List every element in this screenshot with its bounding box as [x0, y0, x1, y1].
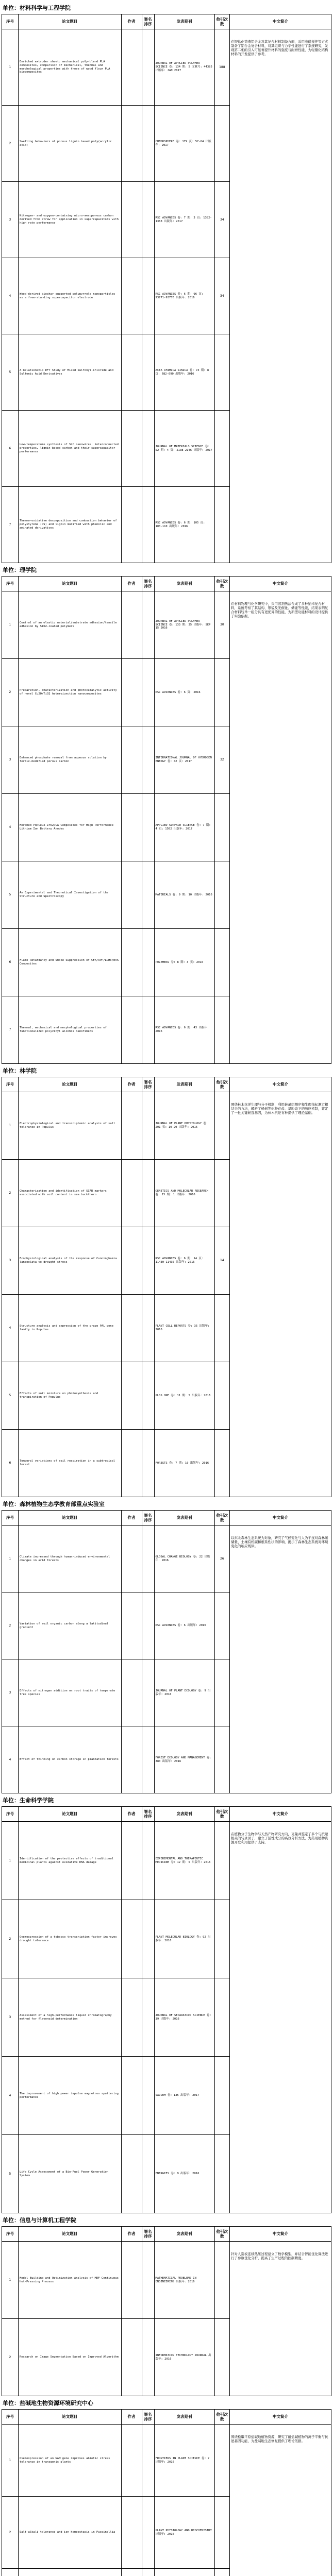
row-number [2, 2569, 19, 2576]
header-num: 序号 [2, 577, 19, 591]
paper-journal: MATERIALS 卷: 9 期: 10 出版年: 2016 [154, 861, 214, 929]
paper-rank [142, 591, 154, 659]
paper-title: Low-temperature synthesis of SiC nanowires: interconnected properties, lignin-based carbon and their supercapacitor performance [18, 411, 121, 487]
paper-title: Model Building and Optimization Analysis of MDF Continuous Hot-Pressing Process [18, 2242, 121, 2319]
paper-table [2, 1077, 331, 1497]
paper-journal: JOURNAL OF APPLIED POLYMER SCIENCE 卷: 134 期: 5 文献号: 44385 出版年: JAN 2017 [154, 29, 214, 106]
paper-title: Wood-derived biochar supported polypyrrole nanoparticles as a free-standing supercapacitor electrode [18, 258, 121, 334]
paper-rank [142, 1978, 154, 2057]
paper-table [2, 1510, 331, 1793]
row-number: 1 [2, 591, 19, 659]
row-number: 2 [2, 106, 19, 182]
table-row [2, 591, 331, 659]
paper-title: Characterization and identification of SCAR markers associated with soil content in sea buckthorn [18, 1160, 121, 1227]
paper-rank [142, 2135, 154, 2213]
chinese-summary: 在钾盐化铸造铝合金及其复合材料制备方面，采用电磁搅拌等方式制备了铝合金复合材料，对其组织与力学性能进行了系统研究，发现第二相的引入可显著提升材料的强度与耐磨性能，为轻量化结构材料的开发提供了参考。 [229, 29, 331, 563]
header-cn: 中文简介 [229, 577, 331, 591]
paper-journal: RSC ADVANCES 卷: 6 期: 43 出版年: 2016 [154, 996, 214, 1064]
paper-citations: 14 [214, 1227, 229, 1295]
header-title: 论文题目 [18, 2227, 121, 2242]
header-author: 作者 [121, 2227, 142, 2242]
unit-title: 单位：信息与计算机工程学院 [3, 2217, 76, 2224]
paper-citations: 32 [214, 726, 229, 794]
row-number: 3 [2, 182, 19, 258]
header-cn: 中文简介 [229, 1807, 331, 1822]
row-number: 3 [2, 1978, 19, 2057]
paper-rank [142, 1900, 154, 1978]
paper-rank [142, 794, 154, 861]
paper-author [121, 2569, 142, 2576]
paper-citations [214, 1726, 229, 1793]
paper-citations [214, 106, 229, 182]
row-number: 3 [2, 1227, 19, 1295]
table-row [2, 1092, 331, 1160]
paper-author [121, 29, 142, 106]
paper-rank [142, 1227, 154, 1295]
unit-title: 单位：林学院 [3, 1067, 37, 1074]
header-num: 序号 [2, 1807, 19, 1822]
header-title: 论文题目 [18, 1077, 121, 1092]
paper-journal [154, 2569, 214, 2576]
header-cn: 中文简介 [229, 2410, 331, 2425]
paper-author [121, 1659, 142, 1726]
paper-title: Effect of thinning on carbon storage in plantation forests [18, 1726, 121, 1793]
paper-title: Life Cycle Assessment of a Bio-Fuel Power Generation System [18, 2135, 121, 2213]
paper-citations: 34 [214, 182, 229, 258]
header-cite: 他引次数 [214, 1511, 229, 1526]
paper-rank [142, 1526, 154, 1592]
paper-title: Variation of soil organic carbon along a latitudinal gradient [18, 1592, 121, 1659]
paper-citations [214, 2135, 229, 2213]
row-number: 6 [2, 929, 19, 996]
paper-author [121, 659, 142, 726]
header-rank: 署名排序 [142, 14, 154, 29]
paper-citations [214, 2569, 229, 2576]
paper-citations [214, 861, 229, 929]
paper-citations: 34 [214, 258, 229, 334]
paper-author [121, 1362, 142, 1430]
paper-citations [214, 2057, 229, 2135]
paper-title: Effects of soil moisture on photosynthesis and transpiration of Populus [18, 1362, 121, 1430]
paper-author [121, 794, 142, 861]
paper-journal: FRONTIERS IN PLANT SCIENCE 卷: 7 出版年: 2016 [154, 2425, 214, 2497]
paper-citations [214, 1430, 229, 1497]
paper-title: Thermal, mechanical and morphological properties of functionalized polyvinyl alcohol nanofibers [18, 996, 121, 1064]
row-number: 2 [2, 1900, 19, 1978]
header-author: 作者 [121, 14, 142, 29]
paper-author [121, 591, 142, 659]
paper-rank [142, 1092, 154, 1160]
row-number: 6 [2, 1430, 19, 1497]
paper-journal: APPLIED SURFACE SCIENCE 卷: 7 期: 4 页: 1502 出版年: 2017 [154, 794, 214, 861]
paper-rank [142, 487, 154, 563]
paper-title: Temporal variations of soil respiration in a subtropical forest [18, 1430, 121, 1497]
paper-citations [214, 1659, 229, 1726]
paper-citations [214, 1160, 229, 1227]
row-number: 1 [2, 1092, 19, 1160]
paper-journal: ACTA CHIMICA SINICA 卷: 74 期: 8 页: 682-690 出版年: 2016 [154, 334, 214, 411]
row-number: 2 [2, 2497, 19, 2569]
table-row [2, 1822, 331, 1900]
paper-citations [214, 996, 229, 1064]
paper-author [121, 2497, 142, 2569]
paper-journal: MATHEMATICAL PROBLEMS IN ENGINEERING 出版年: 2016 [154, 2242, 214, 2319]
row-number: 2 [2, 1160, 19, 1227]
paper-title: Overexpression of a tobacco transcription factor improves drought tolerance [18, 1900, 121, 1978]
row-number: 2 [2, 659, 19, 726]
row-number: 3 [2, 1659, 19, 1726]
paper-journal: VACUUM 卷: 135 出版年: 2017 [154, 2057, 214, 2135]
paper-citations [214, 1900, 229, 1978]
paper-author [121, 1526, 142, 1592]
paper-citations [214, 659, 229, 726]
paper-rank [142, 929, 154, 996]
paper-title: Identification of the protective effects of traditional medicinal plants against oxidative DNA damage [18, 1822, 121, 1900]
paper-journal: FOREST ECOLOGY AND MANAGEMENT 卷: 380 出版年: 2016 [154, 1726, 214, 1793]
paper-rank [142, 182, 154, 258]
paper-rank [142, 1295, 154, 1362]
header-cite: 他引次数 [214, 2227, 229, 2242]
paper-author [121, 2319, 142, 2396]
header-title: 论文题目 [18, 577, 121, 591]
paper-rank [142, 1822, 154, 1900]
header-num: 序号 [2, 1511, 19, 1526]
paper-author [121, 334, 142, 411]
header-title: 论文题目 [18, 1511, 121, 1526]
paper-title: Enhanced phosphate removal from aqueous solution by ferric-modified porous carbon [18, 726, 121, 794]
paper-title: Assessment of a high-performance liquid chromatography method for flavonoid determination [18, 1978, 121, 2057]
paper-citations [214, 1822, 229, 1900]
header-pub: 发表期刊 [154, 2227, 214, 2242]
paper-title [18, 2569, 121, 2576]
row-number: 3 [2, 726, 19, 794]
paper-journal: RSC ADVANCES 卷: 7 期: 3 页: 1382-1388 出版年: 2017 [154, 182, 214, 258]
paper-author [121, 411, 142, 487]
paper-author [121, 1726, 142, 1793]
paper-table [2, 2409, 331, 2576]
paper-journal: PLANT PHYSIOLOGY AND BIOCHEMISTRY 出版年: 2016 [154, 2497, 214, 2569]
row-number: 5 [2, 2135, 19, 2213]
paper-journal: CHEMOSPHERE 卷: 179 页: 57-64 出版年: 2017 [154, 106, 214, 182]
paper-title: The improvement of high power impulse magnetron sputtering performance [18, 2057, 121, 2135]
paper-author [121, 487, 142, 563]
header-pub: 发表期刊 [154, 577, 214, 591]
chinese-summary: 在植物分子生物学与天然产物研究方向，克隆并鉴定了多个与抗逆相关的转录因子，建立了活性成分的高效分析方法，为药用植物资源开发利用提供了支持。 [229, 1822, 331, 2213]
paper-table [2, 2226, 331, 2396]
header-rank: 署名排序 [142, 2410, 154, 2425]
paper-author [121, 2135, 142, 2213]
paper-title: Overexpression of an NAM gene improves abiotic stress tolerance in transgenic plants [18, 2425, 121, 2497]
paper-title: Climate increased through human-induced environmental changes in arid forests [18, 1526, 121, 1592]
paper-author [121, 2425, 142, 2497]
paper-rank [142, 1592, 154, 1659]
header-title: 论文题目 [18, 2410, 121, 2425]
paper-title: Nitrogen- and oxygen-containing micro-mesoporous carbon derived from straw for application in supercapacitors with high rate performance [18, 182, 121, 258]
unit-title: 单位：生命科学学院 [3, 1797, 54, 1804]
unit-title: 单位：理学院 [3, 567, 37, 573]
paper-journal: RSC ADVANCES 卷: 6 期: 14 页: 11430-11435 出版年: 2016 [154, 1227, 214, 1295]
paper-author [121, 1160, 142, 1227]
header-rank: 署名排序 [142, 577, 154, 591]
header-pub: 发表期刊 [154, 1077, 214, 1092]
table-row [2, 1526, 331, 1592]
header-title: 论文题目 [18, 14, 121, 29]
row-number: 5 [2, 334, 19, 411]
paper-citations [214, 487, 229, 563]
row-number: 4 [2, 1726, 19, 1793]
paper-rank [142, 2425, 154, 2497]
header-num: 序号 [2, 2410, 19, 2425]
paper-journal: RSC ADVANCES 卷: 6 期: 105 页: 103-110 出版年: 2016 [154, 487, 214, 563]
paper-citations [214, 1978, 229, 2057]
row-number: 1 [2, 1822, 19, 1900]
header-pub: 发表期刊 [154, 1807, 214, 1822]
paper-title: Swelling behaviors of porous lignin based poly(acrylic acid) [18, 106, 121, 182]
paper-author [121, 1978, 142, 2057]
header-author: 作者 [121, 1511, 142, 1526]
paper-citations [214, 2319, 229, 2396]
paper-title: Ecophysiological analysis of the response of Cunninghamia lanceolata to drought stress [18, 1227, 121, 1295]
paper-rank [142, 29, 154, 106]
paper-title: Research on Image Segmentation Based on Improved Algorithm [18, 2319, 121, 2396]
paper-journal: RSC ADVANCES 卷: 6 出版年: 2016 [154, 1592, 214, 1659]
paper-citations [214, 1092, 229, 1160]
paper-author [121, 1227, 142, 1295]
paper-journal: GLOBAL CHANGE BIOLOGY 卷: 22 出版年: 2016 [154, 1526, 214, 1592]
chinese-summary: 围绕林木抗逆生理与分子机制，利用转录组测序和生理指标测定相结合的方法，解析了杨树等树种在盐、旱胁迫下的响应机制，鉴定了一批关键候选基因，为林木抗逆育种提供了理论基础。 [229, 1092, 331, 1497]
paper-citations [214, 411, 229, 487]
paper-rank [142, 334, 154, 411]
row-number: 2 [2, 1592, 19, 1659]
paper-citations [214, 2425, 229, 2497]
table-row [2, 29, 331, 106]
paper-journal: JOURNAL OF PLANT ECOLOGY 卷: 9 出版年: 2016 [154, 1659, 214, 1726]
chinese-summary: 以东北森林生态系统为对象，研究了气候变化与人为干扰对森林碳储量、土壤有机碳和根系性状的影响，揭示了森林生态系统对环境变化的响应规律。 [229, 1526, 331, 1793]
header-cite: 他引次数 [214, 14, 229, 29]
paper-title: Flame Retardancy and Smoke Suppression of CFA/APP/LDHs/EVA Composites [18, 929, 121, 996]
paper-author [121, 106, 142, 182]
paper-rank [142, 1160, 154, 1227]
paper-author [121, 2242, 142, 2319]
paper-author [121, 1430, 142, 1497]
paper-rank [142, 2497, 154, 2569]
paper-title: Electrophysiological and transcriptomic analysis of salt tolerance in Populus [18, 1092, 121, 1160]
paper-title: Morphed Pd/CeO2-ZrO2/GA Composites for High Performance Lithium Ion Battery Anodes [18, 794, 121, 861]
row-number: 4 [2, 2057, 19, 2135]
paper-title: Salt-alkali tolerance and ion homeostasis in Puccinellia [18, 2497, 121, 2569]
header-cn: 中文简介 [229, 1511, 331, 1526]
row-number: 7 [2, 487, 19, 563]
paper-journal: INFORMATION TECHNOLOGY JOURNAL 出版年: 2016 [154, 2319, 214, 2396]
header-cn: 中文简介 [229, 14, 331, 29]
paper-table [2, 14, 331, 563]
header-num: 序号 [2, 1077, 19, 1092]
paper-title: Effects of nitrogen addition on root traits of temperate tree species [18, 1659, 121, 1726]
paper-rank [142, 1362, 154, 1430]
paper-rank [142, 258, 154, 334]
paper-journal: POLYMERS 卷: 8 期: 3 页: 2016 [154, 929, 214, 996]
paper-journal: GENETICS AND MOLECULAR RESEARCH 卷: 15 期: 1 出版年: 2016 [154, 1160, 214, 1227]
paper-author [121, 1592, 142, 1659]
paper-table [2, 576, 331, 1064]
paper-citations [214, 1592, 229, 1659]
paper-title: Enriched extruder sheet: mechanical poly-blend PLA composites, comparison of mechanical, thermal and morphological properties with those of wood flour PLA biocomposites [18, 29, 121, 106]
paper-author [121, 182, 142, 258]
table-row [2, 2242, 331, 2319]
paper-rank [142, 1726, 154, 1793]
row-number: 7 [2, 996, 19, 1064]
paper-citations [214, 794, 229, 861]
paper-rank [142, 861, 154, 929]
paper-author [121, 1900, 142, 1978]
chinese-summary: 针对人造板连续热压过程建立了数学模型，并结合智能优化算法进行了参数优化分析，提高了生产过程的控制精度。 [229, 2242, 331, 2396]
unit-title: 单位：盐碱地生物资源环境研究中心 [3, 2400, 93, 2406]
paper-citations: 26 [214, 1526, 229, 1592]
paper-title: Thermo-oxidative decomposition and combustion behavior of polystyrene (PS) and lignin modified with phenolic and aminated derivatives [18, 487, 121, 563]
paper-journal: JOURNAL OF PLANT PHYSIOLOGY 卷: 201 页: 10-20 出版年: 2016 [154, 1092, 214, 1160]
row-number: 1 [2, 2425, 19, 2497]
paper-rank [142, 2242, 154, 2319]
paper-rank [142, 2569, 154, 2576]
paper-rank [142, 659, 154, 726]
paper-citations: 30 [214, 591, 229, 659]
paper-journal: RSC ADVANCES 卷: 6 期: 96 页: 93771-93776 出版年: 2016 [154, 258, 214, 334]
row-number: 6 [2, 411, 19, 487]
paper-citations [214, 334, 229, 411]
paper-journal: FORESTS 卷: 7 期: 10 出版年: 2016 [154, 1430, 214, 1497]
header-author: 作者 [121, 1807, 142, 1822]
unit-title: 单位：材料科学与工程学院 [3, 5, 71, 11]
paper-journal: INTERNATIONAL JOURNAL OF HYDROGEN ENERGY 卷: 42 页: 2017 [154, 726, 214, 794]
paper-citations [214, 1362, 229, 1430]
table-row [2, 2425, 331, 2497]
paper-journal: PLANT CELL REPORTS 卷: 35 出版年: 2016 [154, 1295, 214, 1362]
paper-rank [142, 1659, 154, 1726]
header-title: 论文题目 [18, 1807, 121, 1822]
paper-author [121, 996, 142, 1064]
paper-rank [142, 106, 154, 182]
row-number: 1 [2, 29, 19, 106]
paper-citations [214, 2497, 229, 2569]
paper-author [121, 1822, 142, 1900]
paper-journal: JOURNAL OF APPLIED POLYMER SCIENCE 卷: 133 期: 35 出版年: SEP 15 2016 [154, 591, 214, 659]
header-pub: 发表期刊 [154, 1511, 214, 1526]
paper-journal: EXPERIMENTAL AND THERAPEUTIC MEDICINE 卷: 12 期: 5 出版年: 2016 [154, 1822, 214, 1900]
paper-author [121, 2057, 142, 2135]
header-rank: 署名排序 [142, 1077, 154, 1092]
paper-citations: 188 [214, 29, 229, 106]
paper-author [121, 1295, 142, 1362]
row-number: 1 [2, 1526, 19, 1592]
paper-rank [142, 2057, 154, 2135]
paper-journal: JOURNAL OF SEPARATION SCIENCE 卷: 39 出版年: 2016 [154, 1978, 214, 2057]
chinese-summary: 围绕松嫩平原盐碱地植物资源，研究了耐盐碱植物的离子平衡与抗逆基因功能，为盐碱地生态修复提供了理论依据。 [229, 2425, 331, 2576]
header-pub: 发表期刊 [154, 14, 214, 29]
paper-author [121, 726, 142, 794]
paper-journal: JOURNAL OF MATERIALS SCIENCE 卷: 52 期: 4 页: 2138-2146 出版年: 2017 [154, 411, 214, 487]
paper-author [121, 929, 142, 996]
paper-rank [142, 2319, 154, 2396]
row-number: 5 [2, 1362, 19, 1430]
paper-citations [214, 2242, 229, 2319]
paper-rank [142, 1430, 154, 1497]
paper-journal: PLANT MOLECULAR BIOLOGY 卷: 92 出版年: 2016 [154, 1900, 214, 1978]
header-cite: 他引次数 [214, 577, 229, 591]
header-cn: 中文简介 [229, 2227, 331, 2242]
unit-title: 单位：森林植物生态学教育部重点实验室 [3, 1501, 105, 1507]
paper-rank [142, 726, 154, 794]
header-cn: 中文简介 [229, 1077, 331, 1092]
paper-journal: PLOS ONE 卷: 11 期: 5 出版年: 2016 [154, 1362, 214, 1430]
row-number: 4 [2, 794, 19, 861]
paper-rank [142, 411, 154, 487]
paper-table [2, 1806, 331, 2213]
header-cite: 他引次数 [214, 2410, 229, 2425]
paper-journal: ENERGIES 卷: 9 出版年: 2016 [154, 2135, 214, 2213]
paper-author [121, 258, 142, 334]
row-number: 1 [2, 2242, 19, 2319]
chinese-summary: 在材料物理与化学研究中，采用溶剂热法合成了多种纳米复合材料，系统考察了其结构、形貌及光催化、储能等性能，结果表明复合材料较单一组分具有更优异的性能，为新型功能材料的设计提供了实验依据。 [229, 591, 331, 1064]
paper-author [121, 861, 142, 929]
paper-title: A Relationship DFT Study of Mixed Sulfonyl-Chloride and Sulfonic Acid Derivatives [18, 334, 121, 411]
paper-author [121, 1092, 142, 1160]
header-num: 序号 [2, 2227, 19, 2242]
paper-citations [214, 1295, 229, 1362]
paper-title: An Experimental and Theoretical Investigation of the Structure and Spectroscopy [18, 861, 121, 929]
header-rank: 署名排序 [142, 1511, 154, 1526]
header-cite: 他引次数 [214, 1077, 229, 1092]
header-cite: 他引次数 [214, 1807, 229, 1822]
row-number: 5 [2, 861, 19, 929]
paper-title: Control of an elastic material/substrate adhesion/tensile adhesion by SiO2-coated polymers [18, 591, 121, 659]
paper-citations [214, 929, 229, 996]
paper-title: Structure analysis and expression of the grape PAL gene family in Populus [18, 1295, 121, 1362]
paper-title: Preparation, characterization and photocatalytic activity of novel Cu2O/TiO2 heterojunction nanocomposites [18, 659, 121, 726]
paper-rank [142, 996, 154, 1064]
paper-journal: RSC ADVANCES 卷: 6 页: 2016 [154, 659, 214, 726]
header-rank: 署名排序 [142, 2227, 154, 2242]
header-author: 作者 [121, 2410, 142, 2425]
header-num: 序号 [2, 14, 19, 29]
row-number: 4 [2, 258, 19, 334]
header-rank: 署名排序 [142, 1807, 154, 1822]
row-number: 2 [2, 2319, 19, 2396]
header-pub: 发表期刊 [154, 2410, 214, 2425]
header-author: 作者 [121, 1077, 142, 1092]
header-author: 作者 [121, 577, 142, 591]
row-number: 4 [2, 1295, 19, 1362]
